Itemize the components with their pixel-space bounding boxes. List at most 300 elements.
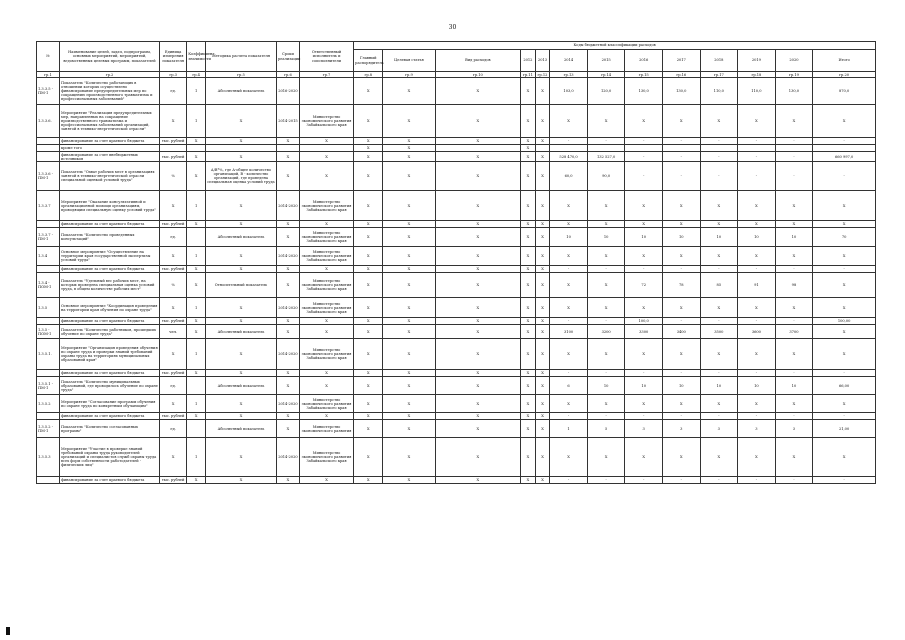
table-cell: X	[206, 152, 277, 162]
table-cell: X	[535, 138, 550, 145]
table-cell: ед.	[160, 78, 187, 105]
group-number-cell: гр.20	[813, 72, 876, 78]
table-cell: X	[738, 395, 776, 413]
table-cell: 21,00	[813, 420, 876, 438]
table-row	[37, 191, 876, 221]
table-cell: X	[738, 221, 776, 228]
table-cell: -	[587, 318, 625, 325]
table-cell: тыс. рублей	[160, 477, 187, 484]
table-cell: X	[625, 247, 663, 266]
table-cell	[299, 145, 353, 152]
table-cell: X	[383, 477, 435, 484]
financing-row	[37, 318, 876, 325]
table-cell: X	[383, 273, 435, 298]
row-name-cell: Показатель "Количество работающих в отношении которых осуществлено финансирование предупредительных мер по сокращению производственного травматизма и профессиональных заболеваний"	[59, 78, 159, 105]
table-cell: X	[587, 273, 625, 298]
table-cell: -	[587, 138, 625, 145]
table-cell: X	[535, 318, 550, 325]
table-cell: 1	[187, 105, 206, 138]
table-cell: X	[535, 420, 550, 438]
table-row	[37, 377, 876, 395]
row-name-cell: Показатель "Охват рабочих мест в организациях занятой в технико-энергетической отрасли специальной оценкой условий труда"	[59, 162, 159, 191]
table-cell: 2014-2020	[276, 339, 299, 370]
table-cell: X	[354, 477, 383, 484]
table-cell: X	[813, 273, 876, 298]
table-cell: Министерство экономического развития Забайкальского края	[299, 339, 353, 370]
table-cell: Абсолютный показатель	[206, 325, 277, 339]
table-cell: X	[535, 298, 550, 318]
table-cell: X	[383, 438, 435, 477]
table-cell: 3400	[662, 325, 700, 339]
table-cell: X	[625, 221, 663, 228]
table-cell	[299, 78, 353, 105]
table-body	[37, 78, 876, 484]
table-cell: X	[587, 191, 625, 221]
table-cell: -	[775, 152, 813, 162]
table-cell: X	[276, 325, 299, 339]
row-number-cell: 1.3.5.2 - ПМ-1	[37, 420, 60, 438]
table-cell: -	[662, 138, 700, 145]
table-cell: X	[354, 247, 383, 266]
table-cell: Министерство экономического развития Забайкальского края	[299, 298, 353, 318]
table-cell: X	[206, 191, 277, 221]
table-cell: 10	[775, 377, 813, 395]
table-cell: X	[160, 395, 187, 413]
table-cell: X	[187, 370, 206, 377]
header-year: 2013	[535, 50, 550, 72]
row-number-cell: 1.3.5.1 - ПМ-1	[37, 377, 60, 395]
table-cell: X	[276, 477, 299, 484]
table-cell: X	[587, 247, 625, 266]
table-cell: X	[813, 395, 876, 413]
table-cell: -	[738, 477, 776, 484]
table-cell: -	[700, 162, 738, 191]
header-total: Итого	[813, 50, 876, 72]
table-cell: X	[276, 162, 299, 191]
table-cell: X	[160, 105, 187, 138]
table-cell: X	[276, 370, 299, 377]
table-cell: -	[775, 318, 813, 325]
table-cell: X	[587, 105, 625, 138]
table-cell: X	[383, 78, 435, 105]
table-cell: X	[383, 221, 435, 228]
table-cell: 10	[662, 228, 700, 247]
table-cell: X	[206, 413, 277, 420]
table-cell: Абсолютный показатель	[206, 78, 277, 105]
table-cell: X	[550, 395, 588, 413]
table-cell: X	[521, 339, 536, 370]
row-name-cell: кроме того	[59, 145, 159, 152]
row-name-cell: Показатель "Количество проведенных консультаций"	[59, 228, 159, 247]
row-number-cell: 1.3.5.2	[37, 395, 60, 413]
table-cell: Абсолютный показатель	[206, 377, 277, 395]
table-cell: -	[700, 152, 738, 162]
table-cell: -	[625, 138, 663, 145]
table-cell	[550, 145, 588, 152]
table-cell: X	[354, 228, 383, 247]
table-cell: X	[775, 105, 813, 138]
row-name-cell: Мероприятие "Организация проведения обучения по охране труда и проверки знаний требований охраны труда на территориях муниципальных образований края"	[59, 339, 159, 370]
scan-edge-mark	[6, 627, 10, 635]
table-cell: X	[521, 377, 536, 395]
table-cell: X	[550, 273, 588, 298]
table-cell: X	[662, 438, 700, 477]
table-cell: -	[738, 413, 776, 420]
row-number-cell: 1.3.5 - ПОМ-1	[37, 325, 60, 339]
table-cell: 10	[738, 228, 776, 247]
table-cell: Министерство экономического развития Забайкальского края	[299, 438, 353, 477]
group-number-cell: гр.17	[700, 72, 738, 78]
table-cell: X	[535, 105, 550, 138]
table-cell: X	[435, 247, 521, 266]
row-number-cell: 1.3.3.7	[37, 191, 60, 221]
table-cell: X	[206, 339, 277, 370]
table-cell: X	[535, 438, 550, 477]
table-cell: X	[354, 273, 383, 298]
table-row	[37, 273, 876, 298]
table-cell: X	[383, 191, 435, 221]
financing-row	[37, 152, 876, 162]
table-cell: -	[738, 266, 776, 273]
table-cell: 3	[775, 420, 813, 438]
page-number: 30	[448, 24, 457, 31]
row-name-cell: Основное мероприятие "Осуществление на территории края государственной экспертизы условий труда"	[59, 247, 159, 266]
group-number-cell: гр.14	[587, 72, 625, 78]
table-cell: X	[521, 152, 536, 162]
table-cell: -	[587, 477, 625, 484]
row-number-cell	[37, 318, 60, 325]
table-cell: -	[700, 318, 738, 325]
row-name-cell: Мероприятие "Оказание консультативной и организационной помощи организациям, проводящим специальную оценку условий труда"	[59, 191, 159, 221]
table-cell: X	[535, 325, 550, 339]
table-cell: 3	[625, 420, 663, 438]
table-cell: -	[700, 266, 738, 273]
table-cell: X	[160, 438, 187, 477]
table-row	[37, 325, 876, 339]
table-cell: X	[775, 395, 813, 413]
table-cell: X	[187, 325, 206, 339]
table-cell: -	[662, 370, 700, 377]
table-cell: X	[625, 105, 663, 138]
table-cell: X	[587, 298, 625, 318]
group-number-cell: гр.10	[435, 72, 521, 78]
table-cell: X	[700, 105, 738, 138]
row-number-cell	[37, 221, 60, 228]
table-cell	[775, 145, 813, 152]
table-cell: X	[206, 138, 277, 145]
header-year: 2016	[625, 50, 663, 72]
header-method: Методика расчета показателя	[206, 42, 277, 72]
table-cell: X	[206, 298, 277, 318]
table-cell: X	[299, 152, 353, 162]
header-year: 2020	[775, 50, 813, 72]
table-cell: -	[625, 477, 663, 484]
table-cell: 10	[587, 228, 625, 247]
header-terms: Сроки реализации	[276, 42, 299, 72]
row-name-cell: Показатель "Количество согласованных программ"	[59, 420, 159, 438]
table-cell: 120,0	[587, 78, 625, 105]
table-cell: X	[587, 438, 625, 477]
table-cell: -	[625, 162, 663, 191]
group-number-cell: гр.15	[625, 72, 663, 78]
row-number-cell: 1.3.5	[37, 298, 60, 318]
table-cell: X	[206, 221, 277, 228]
financing-row	[37, 145, 876, 152]
table-cell: X	[738, 247, 776, 266]
table-cell: X	[521, 273, 536, 298]
table-cell: X	[587, 395, 625, 413]
table-cell: -	[738, 152, 776, 162]
table-cell: X	[187, 273, 206, 298]
table-cell	[187, 228, 206, 247]
table-cell: 2014-2020	[276, 298, 299, 318]
table-cell: X	[187, 266, 206, 273]
table-cell: X	[383, 420, 435, 438]
table-cell: -	[775, 370, 813, 377]
table-cell: X	[206, 370, 277, 377]
row-number-cell: 1.3.3.6 - ПМ-1	[37, 162, 60, 191]
table-cell: X	[535, 477, 550, 484]
table-cell: 1	[550, 420, 588, 438]
row-name-cell: финансирование за счет краевого бюджета	[59, 318, 159, 325]
row-number-cell: 1.3.5.3	[37, 438, 60, 477]
table-cell: 110,0	[738, 78, 776, 105]
table-cell: 10	[587, 377, 625, 395]
table-cell: X	[550, 298, 588, 318]
header-unit: Единица измерения показателя	[160, 42, 187, 72]
table-cell: X	[700, 247, 738, 266]
table-cell: ед.	[160, 420, 187, 438]
table-row	[37, 78, 876, 105]
table-cell: X	[550, 105, 588, 138]
table-cell: -	[775, 138, 813, 145]
table-cell: X	[521, 477, 536, 484]
table-cell: -	[550, 477, 588, 484]
group-number-cell: гр.8	[354, 72, 383, 78]
table-cell: X	[813, 191, 876, 221]
table-cell: 130,0	[775, 78, 813, 105]
table-cell: Абсолютный показатель	[206, 228, 277, 247]
table-cell	[625, 145, 663, 152]
table-cell: X	[276, 138, 299, 145]
row-number-cell: 1.3.5.1.	[37, 339, 60, 370]
table-cell: X	[354, 152, 383, 162]
row-number-cell	[37, 138, 60, 145]
row-number-cell	[37, 477, 60, 484]
table-cell: X	[521, 247, 536, 266]
table-cell: тыс. рублей	[160, 221, 187, 228]
table-cell	[813, 145, 876, 152]
row-name-cell: Показатель "Количество муниципальных образований, где проводилось обучение по охране труда"	[59, 377, 159, 395]
table-cell: 10	[738, 377, 776, 395]
table-cell: X	[521, 221, 536, 228]
table-cell: X	[435, 105, 521, 138]
table-cell: X	[299, 477, 353, 484]
table-row	[37, 105, 876, 138]
table-cell: 1	[187, 395, 206, 413]
table-row	[37, 339, 876, 370]
table-cell: X	[700, 339, 738, 370]
table-cell: -	[587, 370, 625, 377]
table-cell: X	[187, 318, 206, 325]
table-cell: -	[700, 370, 738, 377]
table-cell: X	[383, 145, 435, 152]
table-cell: X	[383, 266, 435, 273]
table-row	[37, 438, 876, 477]
group-number-cell: гр.12	[535, 72, 550, 78]
table-row	[37, 420, 876, 438]
table-cell: А/В*%, где А-общее количество организаций, В - количество организаций, где проведена специальная оценка условий труда	[206, 162, 277, 191]
table-cell: X	[354, 318, 383, 325]
group-number-cell: гр.16	[662, 72, 700, 78]
financing-row	[37, 266, 876, 273]
table-cell: X	[354, 325, 383, 339]
table-cell: X	[535, 377, 550, 395]
table-cell: X	[625, 191, 663, 221]
table-cell: 91	[738, 273, 776, 298]
table-cell: X	[813, 339, 876, 370]
table-cell: X	[521, 420, 536, 438]
table-cell: X	[435, 420, 521, 438]
table-cell: X	[738, 438, 776, 477]
table-cell: X	[383, 152, 435, 162]
table-cell: 870,0	[813, 78, 876, 105]
table-cell: X	[299, 377, 353, 395]
table-cell: X	[738, 298, 776, 318]
table-cell	[187, 420, 206, 438]
table-cell: %	[160, 273, 187, 298]
table-cell: X	[700, 395, 738, 413]
row-name-cell: финансирование за счет краевого бюджета	[59, 413, 159, 420]
table-cell: -	[662, 413, 700, 420]
table-cell: X	[550, 221, 588, 228]
table-cell: X	[435, 221, 521, 228]
table-cell: X	[187, 221, 206, 228]
row-number-cell	[37, 152, 60, 162]
table-cell: 10	[662, 377, 700, 395]
table-cell: X	[160, 247, 187, 266]
table-cell: X	[206, 318, 277, 325]
table-cell: 2014-2020	[276, 395, 299, 413]
table-cell: X	[383, 298, 435, 318]
table-cell: X	[700, 438, 738, 477]
header-coef: Коэффициент значимости	[187, 42, 206, 72]
group-number-cell: гр.1	[37, 72, 60, 78]
table-cell: Министерство экономического развития Забайкальского края	[299, 395, 353, 413]
table-row	[37, 162, 876, 191]
table-cell: 3300	[625, 325, 663, 339]
group-number-cell: гр.9	[383, 72, 435, 78]
group-number-cell: гр.7	[299, 72, 353, 78]
table-cell	[535, 145, 550, 152]
table-row	[37, 228, 876, 247]
header-year: 2014	[550, 50, 588, 72]
row-name-cell: финансирование за счет краевого бюджета	[59, 370, 159, 377]
table-cell: X	[435, 477, 521, 484]
table-cell: X	[276, 152, 299, 162]
table-cell: X	[160, 191, 187, 221]
table-cell: X	[383, 370, 435, 377]
table-cell: X	[535, 370, 550, 377]
table-cell: 10	[625, 377, 663, 395]
table-cell: X	[299, 413, 353, 420]
table-cell: -	[625, 152, 663, 162]
table-cell: тыс. рублей	[160, 370, 187, 377]
table-cell: X	[383, 395, 435, 413]
table-cell: X	[383, 247, 435, 266]
table-cell: X	[521, 78, 536, 105]
table-cell: 3200	[587, 325, 625, 339]
table-cell: X	[276, 318, 299, 325]
row-name-cell: Мероприятие "Реализация предупредительных мер, направленных на сокращение производственного травматизма и профессиональных заболеваний организаций, занятой в технико-энергетической отрасли"	[59, 105, 159, 138]
table-cell: 60,0	[550, 162, 588, 191]
table-cell: X	[276, 413, 299, 420]
table-cell: X	[813, 105, 876, 138]
table-cell: 132 527,0	[587, 152, 625, 162]
table-cell: X	[299, 325, 353, 339]
table-cell: X	[187, 138, 206, 145]
table-cell: тыс. рублей	[160, 266, 187, 273]
table-cell: -	[625, 413, 663, 420]
table-cell: X	[535, 395, 550, 413]
table-cell: X	[738, 339, 776, 370]
table-cell: X	[354, 370, 383, 377]
table-cell: 10	[700, 228, 738, 247]
table-cell: 72	[625, 273, 663, 298]
table-cell: X	[276, 221, 299, 228]
table-cell: X	[813, 325, 876, 339]
table-cell: X	[383, 413, 435, 420]
table-cell: X	[700, 191, 738, 221]
table-cell: 10	[700, 377, 738, 395]
header-target-article: Целевая статья	[383, 50, 435, 72]
table-cell: X	[354, 377, 383, 395]
group-number-cell: гр.11	[521, 72, 536, 78]
header-executor: Ответственный исполнитель и соисполнители	[299, 42, 353, 72]
table-cell: X	[435, 266, 521, 273]
table-cell: -	[662, 318, 700, 325]
table-cell: X	[354, 420, 383, 438]
table-cell: 2014-2015	[276, 105, 299, 138]
table-cell: X	[550, 191, 588, 221]
financing-row	[37, 138, 876, 145]
table-cell: X	[535, 273, 550, 298]
table-cell: X	[521, 395, 536, 413]
header-year: 2019	[738, 50, 776, 72]
table-cell	[738, 145, 776, 152]
table-cell: Министерство экономического развития Забайкальского края	[299, 105, 353, 138]
group-number-cell: гр.19	[775, 72, 813, 78]
table-cell: 3	[700, 420, 738, 438]
table-cell: Министерство экономического развития Забайкальского края	[299, 273, 353, 298]
table-cell: X	[435, 78, 521, 105]
table-cell	[587, 145, 625, 152]
table-cell: X	[276, 377, 299, 395]
table-cell: X	[187, 152, 206, 162]
table-cell: X	[299, 138, 353, 145]
table-cell: X	[535, 247, 550, 266]
table-cell: X	[535, 413, 550, 420]
table-cell: X	[625, 298, 663, 318]
table-cell: Министерство экономического развития Забайкальского края	[299, 247, 353, 266]
table-cell: X	[550, 438, 588, 477]
table-cell: X	[775, 191, 813, 221]
financing-row	[37, 370, 876, 377]
table-cell: 1	[187, 247, 206, 266]
table-cell: X	[435, 438, 521, 477]
table-cell: 66,00	[813, 377, 876, 395]
table-cell	[276, 145, 299, 152]
